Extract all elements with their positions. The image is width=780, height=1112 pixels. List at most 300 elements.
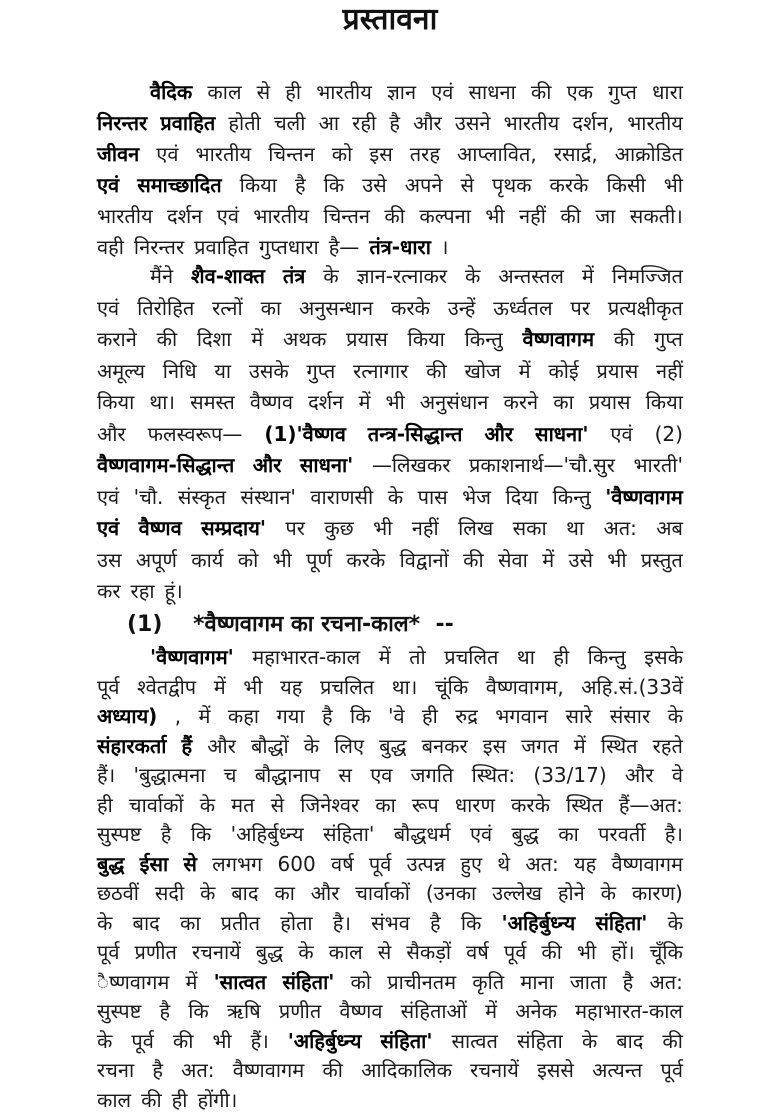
word: से (377, 940, 392, 964)
word: चार्वाकों (355, 881, 410, 905)
word: रूप (411, 792, 439, 817)
text-line (97, 911, 683, 935)
word: करके (390, 295, 430, 320)
word: संस्कृत (177, 484, 226, 509)
word: पूर्ण (306, 547, 332, 572)
word: 'वे (388, 704, 405, 728)
word: एक (566, 80, 594, 104)
bold-word: 'अहिर्बुध्न्य (287, 1028, 362, 1053)
word: —लिखकर (371, 453, 451, 477)
text-line (97, 852, 683, 876)
word: वे (671, 763, 683, 787)
word: प्रयास (588, 390, 631, 414)
word: दिशा (196, 327, 232, 351)
text-line (97, 359, 683, 383)
word: प्रत्यक्षीकृत (607, 295, 683, 320)
word: पूर्व (503, 940, 527, 964)
word: दर्शन (308, 390, 344, 414)
text-line (97, 204, 683, 228)
word: रत्नागार (353, 358, 409, 383)
word: हैं। (97, 763, 116, 787)
word: है— (328, 235, 360, 259)
word: नहीं (411, 516, 439, 540)
bold-word: बुद्ध (97, 851, 125, 876)
word: वैष्णव (339, 999, 383, 1023)
text-line (97, 548, 683, 572)
word: कि (350, 704, 371, 728)
word: बुद्ध (379, 733, 407, 758)
bold-word: साधना' (535, 421, 589, 446)
word: इस (482, 733, 507, 758)
word: 'चौ. (133, 484, 164, 509)
word: है (622, 969, 634, 994)
word: अनेक (515, 999, 557, 1023)
word: चार्वाकों (128, 792, 184, 817)
bold-word: (1)'वैष्णव (264, 421, 346, 446)
text-line (97, 579, 683, 603)
word: स्थित (600, 733, 638, 758)
bold-word: वैदिक (150, 80, 193, 104)
word: अहि.सं.(33वें (581, 674, 683, 699)
word: रसार्द्र, (553, 142, 598, 166)
bold-word: प्रवाहित (160, 111, 216, 135)
bold-word: तंत्र-धारा (369, 235, 431, 259)
word: फलस्वरूप— (147, 421, 243, 446)
word: माना (520, 969, 554, 994)
word: सारे (565, 704, 593, 728)
bold-word: तन्त्र-सिद्धान्त (367, 421, 463, 446)
word: अपने (404, 173, 443, 197)
word: जगत (521, 733, 559, 758)
word: आ (318, 111, 340, 135)
word: चिन्तन (323, 204, 370, 228)
word: संभव (371, 910, 410, 935)
word: सुस्पष्ट (97, 822, 142, 846)
word: में (542, 547, 555, 572)
word: कल्पना (419, 204, 471, 228)
word: लिख (458, 516, 494, 540)
word: ज्ञान (386, 80, 417, 104)
text-line (150, 264, 683, 288)
word: प्रयास (346, 327, 388, 351)
word: रचनायें (191, 940, 241, 964)
word: भी (485, 204, 505, 228)
word: भी (243, 674, 263, 699)
word: संसार (609, 704, 651, 728)
word: , (174, 704, 182, 728)
word: का (274, 881, 295, 905)
word: दर्शन (167, 204, 203, 228)
word: थे (497, 851, 511, 876)
word: भारतीय (627, 111, 683, 135)
word: सका (512, 516, 547, 540)
word: स्थित (566, 792, 603, 817)
word: को (331, 142, 353, 166)
word: है। (332, 910, 351, 935)
word: भी (607, 547, 627, 572)
word: ज्ञान-रत्नाकर (356, 264, 448, 288)
word: काल (207, 80, 242, 104)
word: की (530, 80, 552, 104)
word: दर्शन, (572, 111, 615, 135)
bold-word: 'सात्वत (213, 969, 267, 994)
word: कारण) (631, 881, 683, 905)
word: हुए (460, 851, 483, 876)
word: है। (664, 822, 683, 846)
text-line (150, 80, 683, 104)
word: भारतीय (503, 111, 560, 135)
word: भगवान (495, 704, 549, 728)
word: बौद्धानाप (254, 763, 321, 787)
word: सुस्पष्ट (97, 999, 142, 1023)
word: ऋषि (226, 999, 261, 1023)
word: एवं (216, 204, 239, 228)
word: उसने (454, 111, 491, 135)
word: के (97, 910, 113, 935)
bold-word: संहिता' (380, 1028, 433, 1053)
word: है (159, 999, 171, 1023)
word: कार्य (191, 547, 224, 572)
word: के (667, 910, 683, 935)
word: 'बुद्धात्मना (133, 763, 206, 787)
word: उसे (568, 547, 593, 572)
text-line (97, 822, 683, 846)
word: किया (645, 390, 683, 414)
word: काल (328, 940, 363, 964)
word: तरह (409, 142, 440, 166)
text-line (97, 1029, 683, 1053)
word: मैंने (150, 264, 174, 288)
bold-word: समाच्छादित (137, 173, 222, 197)
word: भी (385, 390, 405, 414)
word: की (322, 1058, 343, 1082)
word: भारतीय (316, 80, 372, 104)
word: उसे (362, 173, 387, 197)
word: करके (346, 547, 386, 572)
word: की (141, 1087, 162, 1112)
word: गुप्त (654, 327, 683, 351)
word: एवं (610, 421, 633, 446)
word: खोज (464, 358, 501, 383)
word: नहीं (519, 204, 546, 228)
word: चूंकि (434, 674, 469, 699)
word: का (553, 390, 574, 414)
word: का (558, 822, 579, 846)
word: इसके (644, 645, 683, 669)
word: के (199, 792, 216, 817)
word: है (389, 111, 400, 135)
word: अब (656, 516, 683, 540)
word: और (413, 111, 442, 135)
word: वैष्णवागम (232, 1058, 305, 1082)
word: तो (409, 645, 426, 669)
word: प्रतीत (220, 910, 261, 935)
bold-word: 'वैष्णवागम (605, 484, 683, 509)
word: कराने (97, 327, 137, 351)
word: है (294, 173, 306, 197)
word: की (541, 940, 562, 964)
word: (2) (654, 421, 683, 446)
word: हैं। (250, 1028, 269, 1053)
word: ही (97, 792, 113, 817)
word: निमज्जित (611, 264, 683, 288)
word: की (560, 204, 581, 228)
word: अनुसंधान (419, 390, 489, 414)
bold-word: एवं (97, 516, 120, 540)
word: प्रणीत (278, 999, 322, 1023)
bold-word: संहिता' (595, 910, 648, 935)
bold-word: निरन्तर (97, 111, 148, 135)
word: करके (511, 792, 550, 817)
word: के (298, 940, 314, 964)
word: धारण (454, 792, 495, 817)
text-line (97, 881, 683, 905)
word: भारतीय (253, 204, 309, 228)
bold-word: हैं (181, 733, 193, 758)
word: बाद (231, 881, 259, 905)
word: कि (323, 173, 345, 197)
word: में (485, 999, 498, 1023)
section-heading: (1) *वैष्णवागम का रचना-काल* -- (127, 612, 454, 637)
word: और (207, 733, 236, 758)
word: अत: (649, 969, 683, 994)
word: था (566, 516, 585, 540)
word: च (223, 763, 237, 787)
text-line (97, 142, 683, 166)
word: है (430, 910, 441, 935)
word: गुप्त (608, 80, 637, 104)
word: आदिकालिक (361, 1058, 452, 1082)
word: किसी (606, 173, 646, 197)
bold-word: शैव-शाक्त (191, 264, 265, 288)
word: अथक (282, 327, 327, 351)
word: 'अहिर्बुध्न्य (230, 822, 304, 846)
text-line (97, 970, 683, 994)
word: किन्तु (552, 484, 591, 509)
word: ैष्णवागम (97, 969, 170, 994)
word: रहते (652, 733, 683, 758)
word: जगति (410, 763, 454, 787)
word: कि (190, 822, 212, 846)
word: छठवीं (97, 881, 139, 905)
word: पर (570, 295, 590, 320)
word: वैष्णवागम, (485, 674, 564, 699)
word: कहा (227, 704, 260, 728)
word: पर (285, 516, 305, 540)
word: के (581, 1028, 598, 1053)
word: प्रवाहित (194, 235, 250, 259)
word: में (518, 358, 531, 383)
word: की (662, 1028, 683, 1053)
word: ही (422, 704, 438, 728)
word: सकती। (629, 204, 683, 228)
word: । (440, 235, 449, 259)
word: उत्पन्न (406, 851, 446, 876)
word: हों। (611, 940, 635, 964)
word: विद्वानों (399, 547, 449, 572)
word: में (213, 674, 226, 699)
text-line (97, 235, 683, 259)
word: (33/17) (533, 763, 607, 787)
word: रही (352, 111, 377, 135)
bold-word: 'अहिर्बुध्न्य (501, 910, 576, 935)
word: भी (576, 940, 597, 964)
word: बाद (132, 910, 160, 935)
word: रहा (130, 579, 155, 603)
word: अत्यन्त (592, 1058, 643, 1082)
word: प्रयास (596, 358, 639, 383)
word: और (97, 421, 126, 446)
word: अत: (181, 1058, 215, 1082)
word: की (172, 1028, 194, 1053)
text-line (97, 485, 683, 509)
text-line (97, 390, 683, 414)
word: संहिताओं (400, 999, 467, 1023)
word: के (200, 881, 216, 905)
text-line (97, 1058, 683, 1082)
word: संहिता (516, 1028, 563, 1053)
word: वर्ष (330, 851, 354, 876)
word: नहीं (656, 358, 683, 383)
word: कर (97, 579, 121, 603)
word: करने (503, 390, 539, 414)
word: पूर्व (131, 1028, 154, 1053)
text-line (97, 327, 683, 351)
word: महाभारत-काल (575, 999, 683, 1023)
word: प्रकाशनार्थ—'चौ.सुर (468, 453, 615, 477)
bold-word: संहारकर्ता (97, 733, 167, 758)
word: का (375, 792, 396, 817)
word: में (581, 264, 594, 288)
word: किया (97, 390, 135, 414)
word: से (256, 80, 271, 104)
word: इससे (537, 1058, 574, 1082)
word: पास (417, 484, 448, 509)
word: में (378, 645, 391, 669)
bold-word: और (484, 421, 514, 446)
word: है (152, 1058, 163, 1082)
bold-word: वैष्णवागम-सिद्धान्त (97, 453, 235, 477)
word: चिन्तन (268, 142, 315, 166)
word: का (260, 295, 282, 320)
word: सदी (154, 881, 185, 905)
word: के (667, 704, 683, 728)
word: संस्थान' (240, 484, 296, 509)
word: बुद्ध (255, 940, 284, 964)
bold-word: एवं (97, 173, 120, 197)
word: भी (212, 1028, 232, 1053)
word: रचना (97, 1058, 135, 1082)
word: बनकर (421, 733, 468, 758)
word: यह (573, 851, 597, 876)
word: पूर्व (368, 851, 392, 876)
word: सात्वत (451, 1028, 498, 1053)
page-title: प्रस्तावना (342, 2, 438, 37)
word: भारती' (633, 453, 683, 477)
word: चली (273, 111, 306, 135)
word: 600 (277, 851, 316, 876)
word: उसके (248, 358, 289, 383)
word: से (460, 173, 474, 197)
word: के (323, 264, 339, 288)
word: अन्तस्तल (498, 264, 564, 288)
text-line (97, 704, 683, 728)
word: होती (228, 111, 261, 135)
word: साधना (468, 80, 516, 104)
word: को (350, 969, 372, 994)
bold-word: जीवन (97, 142, 140, 166)
text-line (97, 999, 683, 1023)
word: रुद्र (455, 704, 478, 728)
word: के (303, 733, 320, 758)
word: प्रणीत (134, 940, 177, 964)
word: किया (407, 327, 445, 351)
word: की (156, 327, 178, 351)
bold-word: ईसा (139, 851, 169, 876)
word: हूं। (164, 579, 183, 603)
word: पूर्व (660, 1058, 683, 1082)
bold-word: सम्प्रदाय' (201, 516, 266, 540)
word: और (310, 881, 340, 905)
word: प्राचीनतम (387, 969, 457, 994)
word: सैकड़ों (406, 940, 452, 964)
word: स्थित: (471, 763, 516, 787)
word: के (387, 484, 404, 509)
bold-word: संहिता' (282, 969, 335, 994)
word: इस (369, 142, 393, 166)
word: कि (460, 910, 482, 935)
word: की (426, 358, 447, 383)
word: रचनायें (470, 1058, 519, 1082)
word: होने (557, 881, 585, 905)
word: बुद्ध (511, 822, 539, 846)
text-line (97, 763, 683, 787)
word: से (270, 792, 285, 817)
word: (उनका (425, 881, 477, 905)
word: है (160, 822, 172, 846)
word: में (198, 704, 211, 728)
bold-word: वैष्णव (138, 516, 182, 540)
word: परवर्ती (598, 822, 646, 846)
word: था (516, 645, 535, 669)
word: को (237, 547, 259, 572)
word: अमूल्य (97, 358, 145, 383)
word: तिरोहित (137, 295, 195, 320)
word: करके (549, 173, 589, 197)
word: गुप्त (306, 358, 336, 383)
bold-word: वैष्णवागम (522, 327, 595, 351)
word: लिए (334, 733, 365, 758)
text-line (97, 516, 683, 540)
word: एवं (469, 822, 493, 846)
word: भारतीय (97, 204, 153, 228)
word: जाता (569, 969, 607, 994)
word: वैष्णवागम (611, 851, 683, 876)
text-line (97, 422, 683, 446)
word: महाभारत-काल (252, 645, 361, 669)
word: यह (280, 674, 303, 699)
word: वर्ष (466, 940, 489, 964)
word: किया (239, 173, 277, 197)
word: सेवा (498, 547, 528, 572)
word: होता (280, 910, 313, 935)
word: भारतीय (195, 142, 252, 166)
text-line (97, 111, 683, 135)
word: अत: (525, 851, 559, 876)
word: है (321, 704, 333, 728)
word: एवं (431, 80, 454, 104)
word: और (624, 763, 654, 787)
